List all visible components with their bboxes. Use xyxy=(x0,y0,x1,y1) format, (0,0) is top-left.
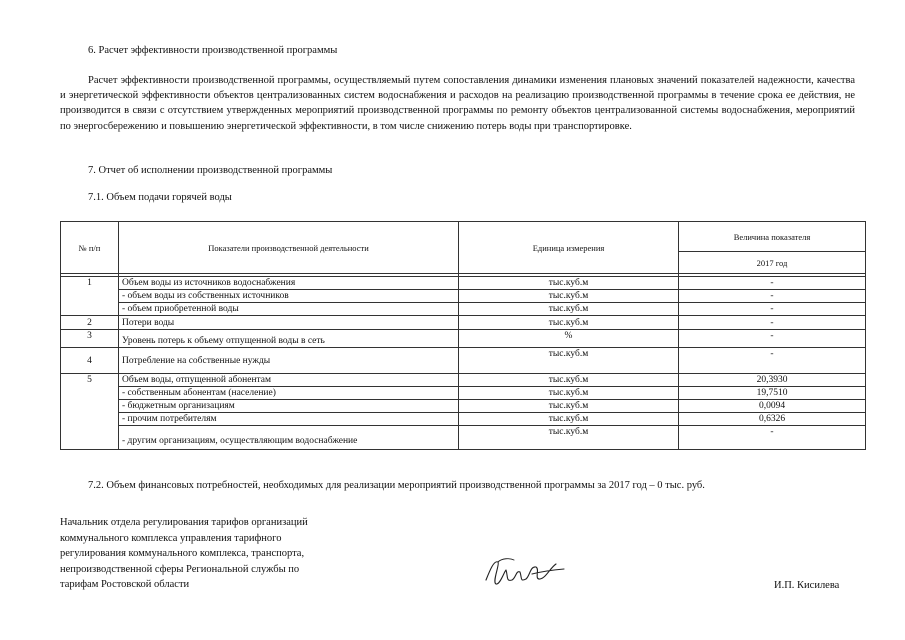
section-7-1-heading: 7.1. Объем подачи горячей воды xyxy=(88,192,232,203)
section-7-2-text: 7.2. Объем финансовых потребностей, необходимых для реализации мероприятий производственной программы за 2017 год – 0 тыс. руб. xyxy=(88,480,705,491)
table-row: - прочим потребителям тыс.куб.м 0,6326 xyxy=(61,413,866,426)
table-row: 5 Объем воды, отпущенной абонентам тыс.куб.м 20,3930 xyxy=(61,374,866,387)
table-row: 4 Потребление на собственные нужды тыс.куб.м - xyxy=(61,348,866,374)
header-indicator: Показатели производственной деятельности xyxy=(119,222,459,274)
signatory-line: коммунального комплекса управления тарифного xyxy=(60,532,282,544)
header-year: 2017 год xyxy=(679,252,866,274)
table-row: - бюджетным организациям тыс.куб.м 0,0094 xyxy=(61,400,866,413)
signatory-name: И.П. Кисилева xyxy=(774,580,840,591)
header-unit: Единица измерения xyxy=(459,222,679,274)
section-6-paragraph: Расчет эффективности производственной программы, осуществляемый путем сопоставления динамики изменения плановых значений показателей надежности, качества и энергетической эффективности объектов централизованных систем водоснабжения и расходов на реализацию производственной программы в течение срока ее действия, не производится в связи с отсутствием утвержденных мероприятий производственной программы по ремонту объектов централизованной системы водоснабжения, мероприятий по энергосбережению и повышению энергетической эффективности, в том числе снижению потерь воды при транспортировке. xyxy=(60,75,855,132)
handwritten-signature xyxy=(480,552,570,592)
table-row: - другим организациям, осуществляющим водоснабжение тыс.куб.м - xyxy=(61,426,866,450)
table-row: 1 Объем воды из источников водоснабжения тыс.куб.м - xyxy=(61,277,866,290)
section-6-heading: 6. Расчет эффективности производственной программы xyxy=(88,45,338,56)
signatory-line: регулирования коммунального комплекса, транспорта, xyxy=(60,548,305,559)
signatory-line: Начальник отдела регулирования тарифов организаций xyxy=(60,517,308,528)
signatory-line: тарифам Ростовской области xyxy=(60,579,190,590)
table-row: - объем воды из собственных источников тыс.куб.м - xyxy=(61,290,866,303)
section-7-heading: 7. Отчет об исполнении производственной программы xyxy=(88,165,333,176)
table-row: 3 Уровень потерь к объему отпущенной воды в сеть % - xyxy=(61,330,866,348)
table-row: 2 Потери воды тыс.куб.м - xyxy=(61,316,866,330)
production-indicators-table xyxy=(60,221,866,450)
table-row: - собственным абонентам (население) тыс.куб.м 19,7510 xyxy=(61,387,866,400)
signatory-position xyxy=(60,515,380,593)
signatory-line: непроизводственной сферы Региональной службы по xyxy=(60,563,300,575)
table-row: - объем приобретенной воды тыс.куб.м - xyxy=(61,303,866,316)
header-value: Величина показателя xyxy=(679,222,866,252)
header-num: № п/п xyxy=(61,222,119,274)
